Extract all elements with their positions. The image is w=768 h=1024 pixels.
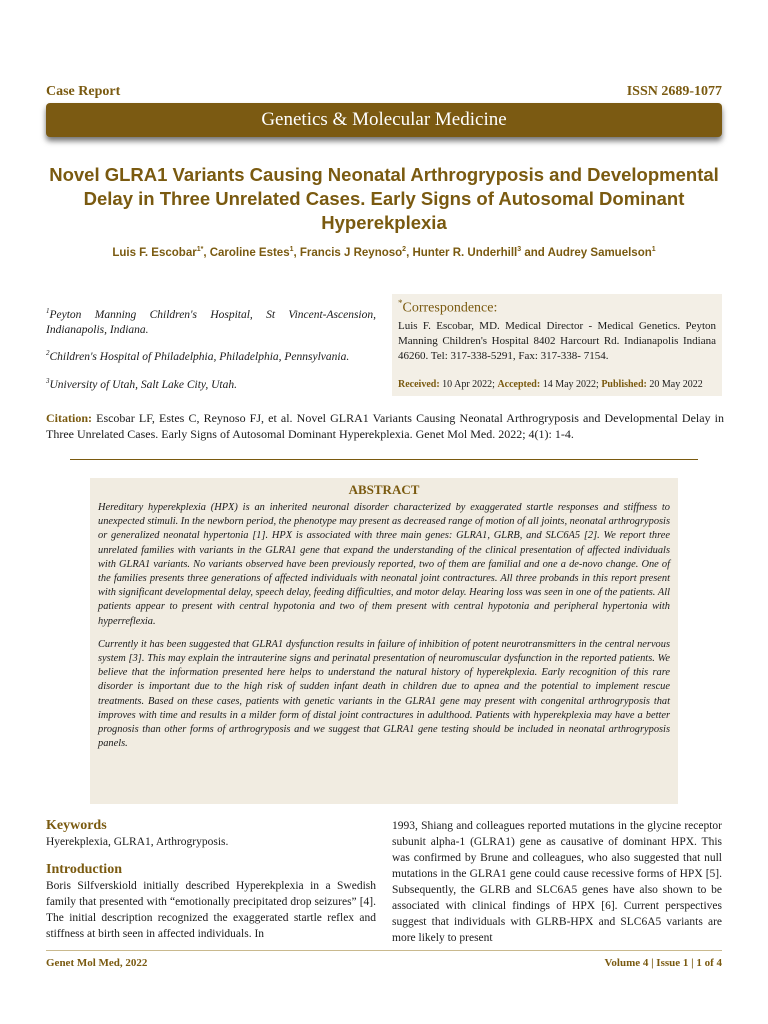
introduction-text-right: 1993, Shiang and colleagues reported mutations in the glycine receptor subunit alpha-1 (GLRA1) gene as causative of dominant HPX. This was confirmed by Brune and colleagues, who also suggested that null mutations in the GLRA1 gene could cause recessive forms of HPX [5]. Subsequently, the GLRB and SLC6A5 genes have also shown to be associated with clinical findings of HPX [6]. Current perspectives suggest that individuals with GLRB-HPX and SLC6A5 variants are more likely to present [392,820,722,944]
issn: ISSN 2689-1077 [626,84,722,99]
abstract-heading: ABSTRACT [348,482,420,497]
author-sep: , [406,246,413,259]
author-name: Audrey Samuelson [547,246,652,259]
footer-page-info: Volume 4 | Issue 1 | 1 of 4 [604,957,722,969]
affiliation-sup: 1 [46,307,50,315]
right-column [392,818,722,946]
citation [46,410,724,442]
received-label: Received: [398,379,440,390]
correspondence-heading [398,298,716,317]
author-sup: 1 [651,246,656,253]
author-sep: and [521,246,548,259]
article-dates [398,379,703,390]
abstract-paragraph-1: Hereditary hyperekplexia (HPX) is an inherited neuronal disorder characterized by exaggerated startle responses and stiffness to unexpected stimuli. In the newborn period, the phenotype may present as decreased range of motion of all joints, neonatal arthrogryposis or generalized neonatal hypertonia [1]. HPX is associated with three main genes: GLRA1, GLRB, and SLC6A5 [2]. We report three unrelated families with variants in the GLRA1 gene that expand the understanding of the clinical presentation of affected individuals with GLRA1 variants. No variants observed have been previously reported, two of them are familial and one a de-novo change. One of the families presents three generations of affected individuals with neonatal joint contractures. All three probands in this report present with significant developmental delay, speech delay, feeding difficulties, and motor delay. Hearing loss was seen in one of the patients. All patients appear to present with central hypotonia and two of them present with central hypotonia and peripheral hypertonia with hyperreflexia. [98,502,670,627]
introduction-heading: Introduction [46,862,122,877]
affiliation-3 [46,374,376,393]
author-sup: 2 [402,246,407,253]
paper-title: Novel GLRA1 Variants Causing Neonatal Arthrogryposis and Developmental Delay in Three Unrelated Cases. Early Signs of Autosomal Dominant Hyperekplexia [49,164,719,233]
abstract-paragraph-2: Currently it has been suggested that GLRA1 dysfunction results in failure of inhibition of potent neurotransmitters in the central nervous system [3]. This may explain the intrauterine signs and perinatal presentation of neuromuscular dysfunction in the reported patients. We believe that the information presented here helps to understand the natural history of hyperekplexia. Early recognition of this rare disorder is important due to the high risk of sudden infant death in children due to apnea and the potential to implement rescue treatments. Based on these cases, patients with genetic variants in the GLRA1 gene may present with congenital arthrogryposis that improves with time and results in a milder form of distal joint contractures in adulthood. Patients with hyperekplexia may have a better prognosis than other forms of arthrogryposis and we suggest that GLRA1 gene testing should be included in neonatal arthrogryposis panels. [98,638,670,750]
affiliation-text: Peyton Manning Children's Hospital, St Vincent-Ascension, Indianapolis, Indiana. [46,308,376,336]
correspondence-heading-text: Correspondence: [402,300,498,316]
section-divider [70,459,698,460]
author-name: Hunter R. Underhill [412,246,518,259]
accepted-date: 14 May 2022; [542,379,599,390]
affiliation-sup: 2 [46,349,50,357]
author-sup: 1 [289,246,294,253]
affiliation-text: University of Utah, Salt Lake City, Utah. [49,378,237,391]
footer-journal: Genet Mol Med, 2022 [46,957,148,969]
footer-divider [46,950,722,951]
author-list [46,246,722,259]
author-sup: 3 [517,246,522,253]
author-sep: , [293,246,300,259]
author-name: Luis F. Escobar [112,246,197,259]
author-name: Francis J Reynoso [299,246,403,259]
published-date: 20 May 2022 [649,379,703,390]
correspondence-box [392,294,722,396]
author-sup: 1* [196,246,204,253]
affiliation-2 [46,346,376,365]
introduction-text-left: Boris Silfverskiold initially described Hyperekplexia in a Swedish family that presented with “emotionally precipitated drop seizures” [4]. The initial description recognized the exaggerated startle reflex and stiffness at birth seen in affected individuals. In [46,880,376,940]
article-type: Case Report [46,84,121,99]
correspondence-mark: * [398,298,403,308]
accepted-label: Accepted: [497,379,541,390]
affiliation-sup: 3 [46,377,50,385]
keywords-heading: Keywords [46,818,107,833]
keywords-text: Hyerekplexia, GLRA1, Arthrogryposis. [46,836,229,848]
author-name: Caroline Estes [209,246,290,259]
correspondence-text: Luis F. Escobar, MD. Medical Director - Medical Genetics. Peyton Manning Children's Hospital 8402 Harcourt Rd. Indianapolis Indiana 46260. Tel: 317-338-5291, Fax: 317-338- 7154. [398,319,716,362]
affiliation-1 [46,304,376,338]
published-label: Published: [601,379,647,390]
journal-banner: Genetics & Molecular Medicine [46,103,722,137]
citation-text: Escobar LF, Estes C, Reynoso FJ, et al. Novel GLRA1 Variants Causing Neonatal Arthrogryposis and Developmental Delay in Three Unrelated Cases. Early Signs of Autosomal Dominant Hyperekplexia. Genet Mol Med. 2022; 4(1): 1-4. [46,411,724,441]
author-sep: , [203,246,210,259]
affiliation-text: Children's Hospital of Philadelphia, Philadelphia, Pennsylvania. [49,350,350,363]
received-date: 10 Apr 2022; [442,379,495,390]
abstract-box [90,478,678,804]
citation-label: Citation: [46,411,92,425]
left-column [46,818,376,942]
